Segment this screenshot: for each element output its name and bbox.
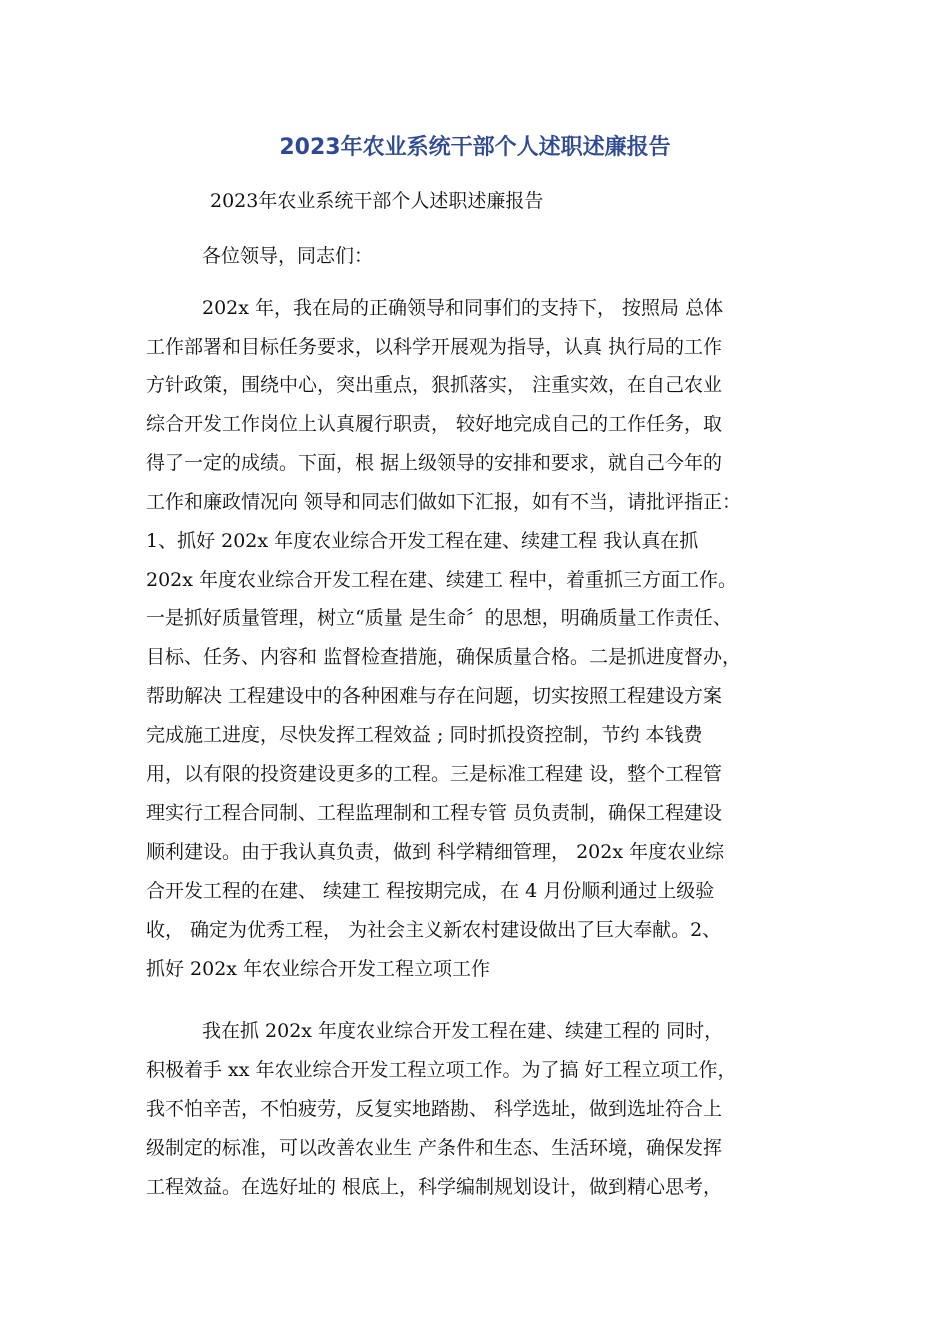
- paragraph-line: 积极着手 xx 年农业综合开发工程立项工作。为了搞 好工程立项工作，: [146, 1059, 737, 1081]
- paragraph-line: 级制定的标准，可以改善农业生 产条件和生态、生活环境，确保发挥: [146, 1137, 723, 1159]
- paragraph-line: 202x 年，我在局的正确领导和同事们的支持下， 按照局 总体: [202, 297, 724, 319]
- paragraph-line: 我不怕辛苦，不怕疲劳，反复实地踏勘、 科学选址，做到选址符合上: [146, 1098, 723, 1120]
- paragraph-line: 目标、任务、内容和 监督检查措施，确保质量合格。二是抓进度督办，: [146, 646, 742, 668]
- paragraph-line: 抓好 202x 年农业综合开发工程立项工作: [146, 958, 491, 980]
- document-subtitle: 2023年农业系统干部个人述职述廉报告: [210, 190, 544, 212]
- paragraph-line: 得了一定的成绩。下面，根 据上级领导的安排和要求，就自己今年的: [146, 452, 723, 474]
- paragraph-line: 方针政策，围绕中心，突出重点，狠抓落实， 注重实效，在自己农业: [146, 374, 723, 396]
- paragraph-line: 顺利建设。由于我认真负责，做到 科学精细管理， 202x 年度农业综: [146, 841, 725, 863]
- paragraph-line: 工程效益。在选好址的 根底上，科学编制规划设计，做到精心思考，: [146, 1176, 723, 1198]
- paragraph-line: 收， 确定为优秀工程， 为社会主义新农村建设做出了巨大奉献。2、: [146, 919, 722, 941]
- paragraph-line: 用，以有限的投资建设更多的工程。三是标准工程建 设，整个工程管: [146, 763, 723, 785]
- paragraph-line: 202x 年度农业综合开发工程在建、续建工 程中，着重抓三方面工作。: [146, 569, 738, 591]
- paragraph-line: 完成施工进度，尽快发挥工程效益 ; 同时抓投资控制，节约 本钱费: [146, 724, 703, 746]
- paragraph-line: 工作和廉政情况向 领导和同志们做如下汇报，如有不当，请批评指正：: [146, 491, 742, 513]
- paragraph-line: 合开发工程的在建、 续建工 程按期完成，在 4 月份顺利通过上级验: [146, 880, 715, 902]
- salutation: 各位领导，同志们：: [202, 245, 374, 267]
- paragraph-line: 工作部署和目标任务要求，以科学开展观为指导，认真 执行局的工作: [146, 336, 723, 358]
- paragraph-line: 理实行工程合同制、工程监理制和工程专管 员负责制，确保工程建设: [146, 802, 723, 824]
- paragraph-line: 帮助解决 工程建设中的各种困难与存在问题，切实按照工程建设方案: [146, 685, 723, 707]
- paragraph-line: 综合开发工作岗位上认真履行职责， 较好地完成自己的工作任务，取: [146, 413, 723, 435]
- paragraph-line: 1、抓好 202x 年度农业综合开发工程在建、续建工程 我认真在抓: [146, 530, 699, 552]
- paragraph-line: 一是抓好质量管理，树立“质量 是生命〞的思想，明确质量工作责任、: [146, 607, 732, 629]
- paragraph-line: 我在抓 202x 年度农业综合开发工程在建、续建工程的 同时，: [202, 1020, 724, 1042]
- page-title: 2023年农业系统干部个人述职述廉报告: [279, 135, 671, 160]
